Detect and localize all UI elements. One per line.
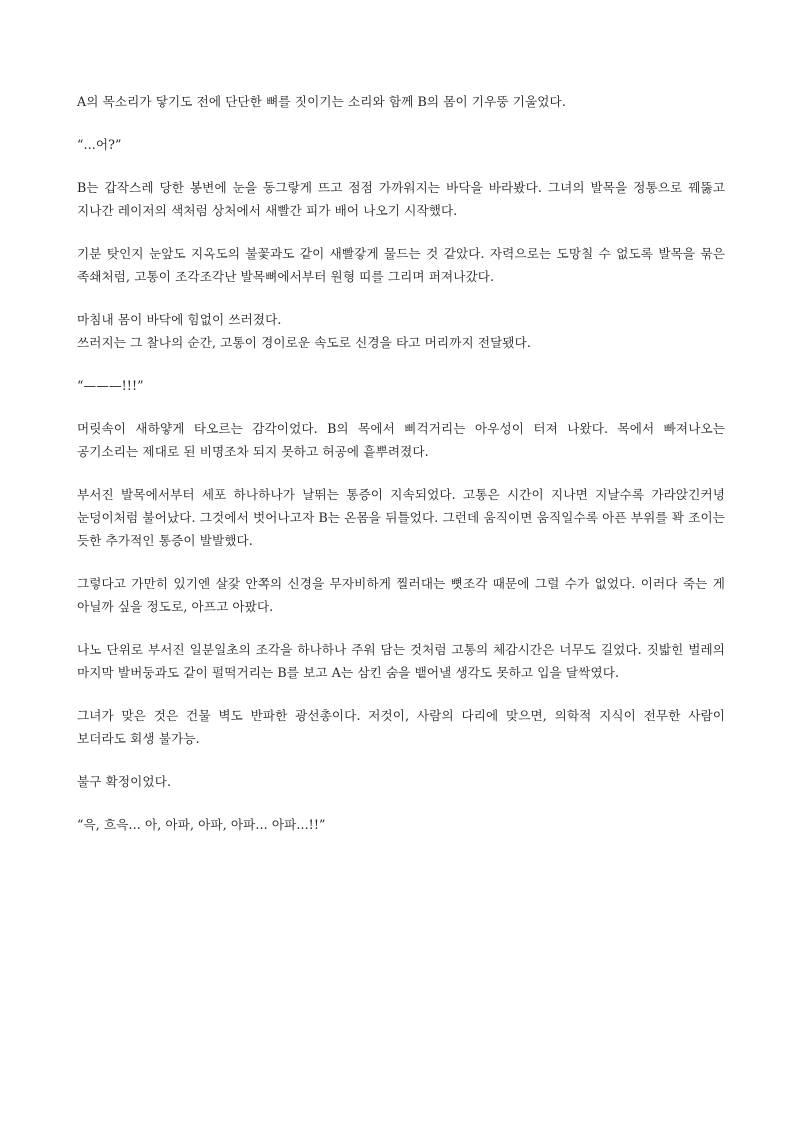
paragraph-line: 머릿속이 새하얗게 타오르는 감각이었다. B의 목에서 삐걱거리는 아우성이 터져 나왔다. 목에서 빠져나오는 공기소리는 제대로 된 비명조차 되지 못하고 허공에 흩뿌려졌다. <box>77 421 725 459</box>
paragraph <box>77 242 725 288</box>
paragraph-dialogue <box>77 813 725 836</box>
paragraph-line: 기분 탓인지 눈앞도 지옥도의 불꽃과도 같이 새빨갛게 물드는 것 같았다. 자력으로는 도망칠 수 없도록 발목을 묶은 족쇄처럼, 고통이 조각조각난 발목뼈에서부터 원형 띠를 그리며 퍼져나갔다. <box>77 246 725 284</box>
paragraph <box>77 176 725 222</box>
paragraph <box>77 770 725 793</box>
paragraph-line: “———!!!” <box>77 378 144 393</box>
paragraph-line: 부서진 발목에서부터 세포 하나하나가 날뛰는 통증이 지속되었다. 고통은 시간이 지나면 지날수록 가라앉긴커녕 눈덩이처럼 불어났다. 그것에서 벗어나고자 B는 온몸을 뒤틀었다. 그런데 움직이면 움직일수록 아픈 부위를 꽉 조이는 듯한 추가적인 통증이 발발했다. <box>77 487 725 548</box>
paragraph-line: 불구 확정이었다. <box>77 774 172 789</box>
paragraph-line: A의 목소리가 닿기도 전에 단단한 뼈를 짓이기는 소리와 함께 B의 몸이 기우뚱 기울었다. <box>77 94 566 109</box>
paragraph <box>77 90 725 113</box>
document-body <box>77 90 725 856</box>
paragraph <box>77 704 725 750</box>
paragraph <box>77 483 725 552</box>
paragraph-line: “윽, 흐윽... 아, 아파, 아파, 아파... 아파...!!” <box>77 817 326 832</box>
paragraph-line: 마침내 몸이 바닥에 힘없이 쓰러졌다. <box>77 312 282 327</box>
paragraph-line: “...어?” <box>77 137 122 152</box>
paragraph-line: B는 갑작스레 당한 봉변에 눈을 동그랗게 뜨고 점점 가까워지는 바닥을 바라봤다. 그녀의 발목을 정통으로 꿰뚫고 지나간 레이저의 색처럼 상처에서 새빨간 피가 배어 나오기 시작했다. <box>77 180 725 218</box>
paragraph <box>77 572 725 618</box>
paragraph-line: 그렇다고 가만히 있기엔 살갗 안쪽의 신경을 무자비하게 찔러대는 뼛조각 때문에 그럴 수가 없었다. 이러다 죽는 게 아닐까 싶을 정도로, 아프고 아팠다. <box>77 576 725 614</box>
paragraph-dialogue <box>77 133 725 156</box>
paragraph-line: 그녀가 맞은 것은 건물 벽도 반파한 광선총이다. 저것이, 사람의 다리에 맞으면, 의학적 지식이 전무한 사람이 보더라도 회생 불가능. <box>77 708 725 746</box>
paragraph <box>77 417 725 463</box>
paragraph-line: 쓰러지는 그 찰나의 순간, 고통이 경이로운 속도로 신경을 타고 머리까지 전달됐다. <box>77 335 532 350</box>
paragraph-dialogue <box>77 374 725 397</box>
paragraph <box>77 308 725 354</box>
paragraph-line: 나노 단위로 부서진 일분일초의 조각을 하나하나 주워 담는 것처럼 고통의 체감시간은 너무도 길었다. 짓밟힌 벌레의 마지막 발버둥과도 같이 펄떡거리는 B를 보고 A는 삼킨 숨을 뱉어낼 생각도 못하고 입을 달싹였다. <box>77 642 725 680</box>
paragraph <box>77 638 725 684</box>
